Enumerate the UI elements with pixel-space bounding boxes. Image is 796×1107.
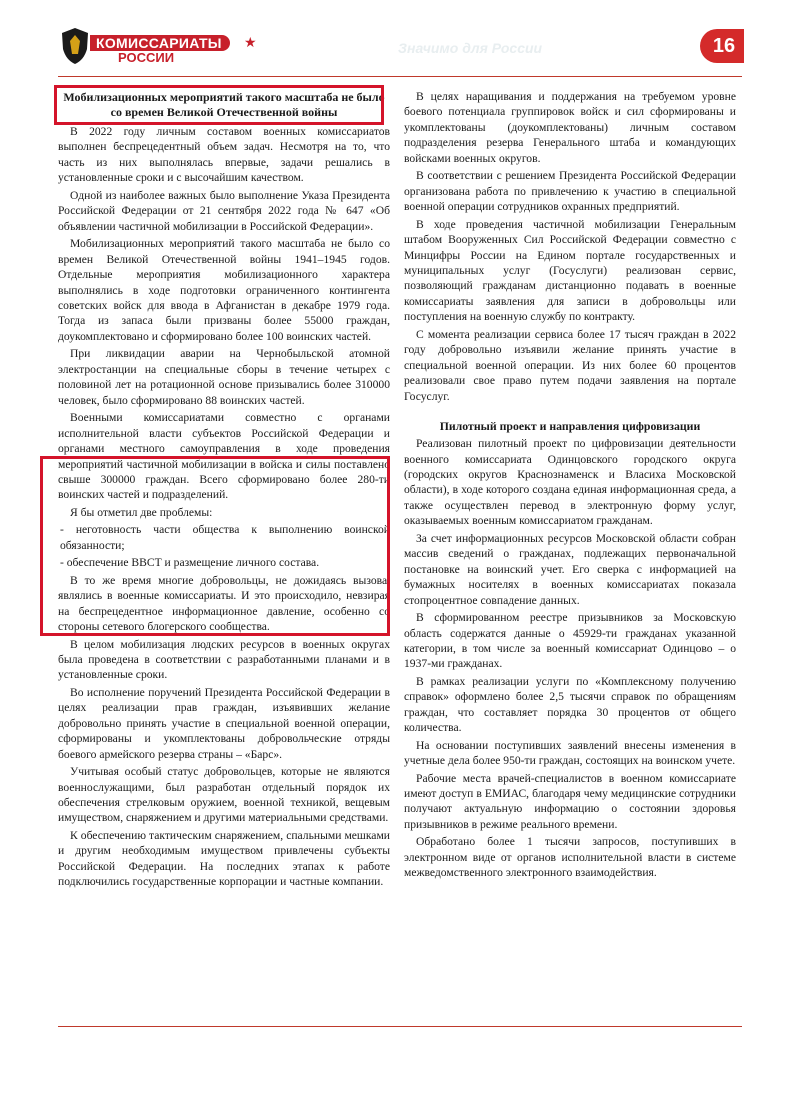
- paragraph: Одной из наиболее важных было выполнение Указа Президента Российской Федерации от 21 сентября 2022 года № 647 «Об объявлении частичной мобилизации в Российской Федерации».: [58, 188, 390, 233]
- paragraph: За счет информационных ресурсов Московской области собран массив сведений о гражданах, подлежащих первоначальной постановке на воинский учет. Его сверка с информацией на бумажных носителях в военных комиссариатах показала стопроцентное совпадение данных.: [404, 531, 736, 607]
- paragraph: При ликвидации аварии на Чернобыльской атомной электростанции на специальные сборы в течение четырех с половиной лет на ротационной основе призывались более 310000 человек, было сформировано 88 воинских частей.: [58, 347, 390, 407]
- paragraph: В целях наращивания и поддержания на требуемом уровне боевого потенциала группировок войск и сил сформированы и укомплектованы (доукомплектованы) личным составом подразделения резерва Генерального штаба и командующих войсками военных округов.: [404, 90, 736, 165]
- logo-title: КОМИССАРИАТЫ: [90, 35, 230, 51]
- list-item: - неготовность части общества к выполнению воинской обязанности;: [60, 523, 390, 552]
- page-number: 16: [700, 29, 744, 63]
- paragraph: В то же время многие добровольцы, не дожидаясь вызова, являлись в военные комиссариаты. И это происходило, невзирая на беспрецедентное информационное давление, особенно со стороны сетевого блогерского сообщества.: [58, 573, 390, 634]
- section-subheading: Пилотный проект и направления цифровизации: [439, 419, 701, 434]
- paragraph: Обработано более 1 тысячи запросов, поступивших в электронном виде от органов исполнительной власти в системе межведомственного электронного взаимодействия.: [404, 835, 736, 880]
- footer-rule: [58, 1026, 742, 1027]
- paragraph: Во исполнение поручений Президента Российской Федерации в целях реализации прав граждан, изъявивших желание добровольно принять участие в специальной военной операции, сформированы и укомплектованы добровольческие отряды боевого армейского резерва страны – «Барс».: [58, 685, 390, 761]
- logo-subtitle: РОССИИ: [118, 50, 175, 65]
- paragraph: В соответствии с решением Президента Российской Федерации организована работа по привлечению к участию в специальной военной операции сотрудников охранных предприятий.: [404, 169, 736, 214]
- paragraph: Я бы отметил две проблемы:: [70, 505, 213, 519]
- paragraph: Учитывая особый статус добровольцев, которые не являются военнослужащими, был разработан отдельный порядок их обеспечения стрелковым оружием, военной техникой, вещевым имуществом, снаряжением и другими материальными средствами.: [58, 765, 390, 825]
- paragraph: Рабочие места врачей-специалистов в военном комиссариате имеют доступ в ЕМИАС, благодаря чему медицинские сотрудники получают актуальную информацию о состоянии здоровья призывников в режиме реального времени.: [404, 771, 736, 831]
- page-header: [0, 0, 796, 70]
- section-banner: Значимо для России: [398, 40, 543, 56]
- article-heading: Мобилизационных мероприятий такого масштаба не было со времен Великой Отечественной войны: [63, 90, 385, 119]
- header-rule: [58, 76, 742, 77]
- paragraph: В ходе проведения частичной мобилизации Генеральным штабом Вооруженных Сил Российской Федерации совместно с Минцифры России на Едином портале государственных и муниципальных услуг (Госуслуги) реализован сервис, позволяющий гражданам дистанционно подавать в военные комиссариаты заявления для записи в добровольцы или поступления на военную службу по контракту.: [404, 217, 736, 324]
- paragraph: В рамках реализации услуги по «Комплексному получению справок» оформлено более 2,5 тысячи справок по обращениям граждан, что составляет порядка 30 процентов от общего количества.: [404, 674, 736, 735]
- right-column: [404, 89, 736, 883]
- list-item: - обеспечение ВВСТ и размещение личного состава.: [60, 556, 320, 570]
- star-icon: ★: [244, 35, 257, 51]
- paragraph: К обеспечению тактическим снаряжением, спальными мешками и другим необходимым имуществом привлечены субъекты Российской Федерации. На последних этапах к работе подключились государственные корпорации и частные компании.: [58, 828, 390, 889]
- paragraph: В целом мобилизация людских ресурсов в военных округах была проведена в соответствии с разработанными планами и в установленные сроки.: [58, 637, 390, 682]
- highlight-box-heading: [54, 85, 384, 125]
- paragraph: В сформированном реестре призывников за Московскую область содержатся данные о 45929-ти гражданах указанной категории, в том числе за военный комиссариат Одинцово – о 1937-ми гражданах.: [404, 611, 736, 671]
- highlight-box-paragraph: [40, 456, 390, 636]
- paragraph: Военными комиссариатами совместно с органами исполнительной власти субъектов Российской Федерации и органами местного самоуправления в ходе проведения мероприятий частичной мобилизации в войска и силы поставлено свыше 300000 граждан. Всего сформировано более 280-ти воинских частей и подразделений.: [58, 411, 390, 502]
- paragraph: С момента реализации сервиса более 17 тысяч граждан в 2022 году добровольно изъявили желание принять участие в специальной военной операции. Из них более 60 процентов реализовали свое право путем подачи заявления на портале Госуслуг.: [404, 327, 736, 403]
- paragraph: Реализован пилотный проект по цифровизации деятельности военного комиссариата Одинцовского городского округа (городских округов Краснознаменск и Власиха Московской области), в ходе которого создана единая информационная среда, а также осуществлен перевод в электронную форму услуг, оказываемых военным комиссариатом гражданам.: [404, 437, 736, 528]
- shield-icon: [60, 27, 90, 65]
- paragraph: В 2022 году личным составом военных комиссариатов выполнен беспрецедентный объем задач. Несмотря на то, что часть из них выполнялась впервые, задачи решались в установленные сроки и с высочайшим качеством.: [58, 125, 390, 185]
- logo: [56, 27, 256, 71]
- paragraph: Мобилизационных мероприятий такого масштаба не было со времен Великой Отечественной войны 1941–1945 годов. Отдельные мероприятия мобилизационного характера выполнялись в ходе подготовки ограниченного контингента советских войск для ввода в Афганистан в декабре 1979 года. Тогда из запаса были призваны более 55000 граждан, доукомплектовано и сформировано более 100 воинских частей.: [58, 237, 390, 343]
- paragraph: На основании поступивших заявлений внесены изменения в учетные дела более 950-ти граждан, состоящих на воинском учете.: [404, 738, 736, 768]
